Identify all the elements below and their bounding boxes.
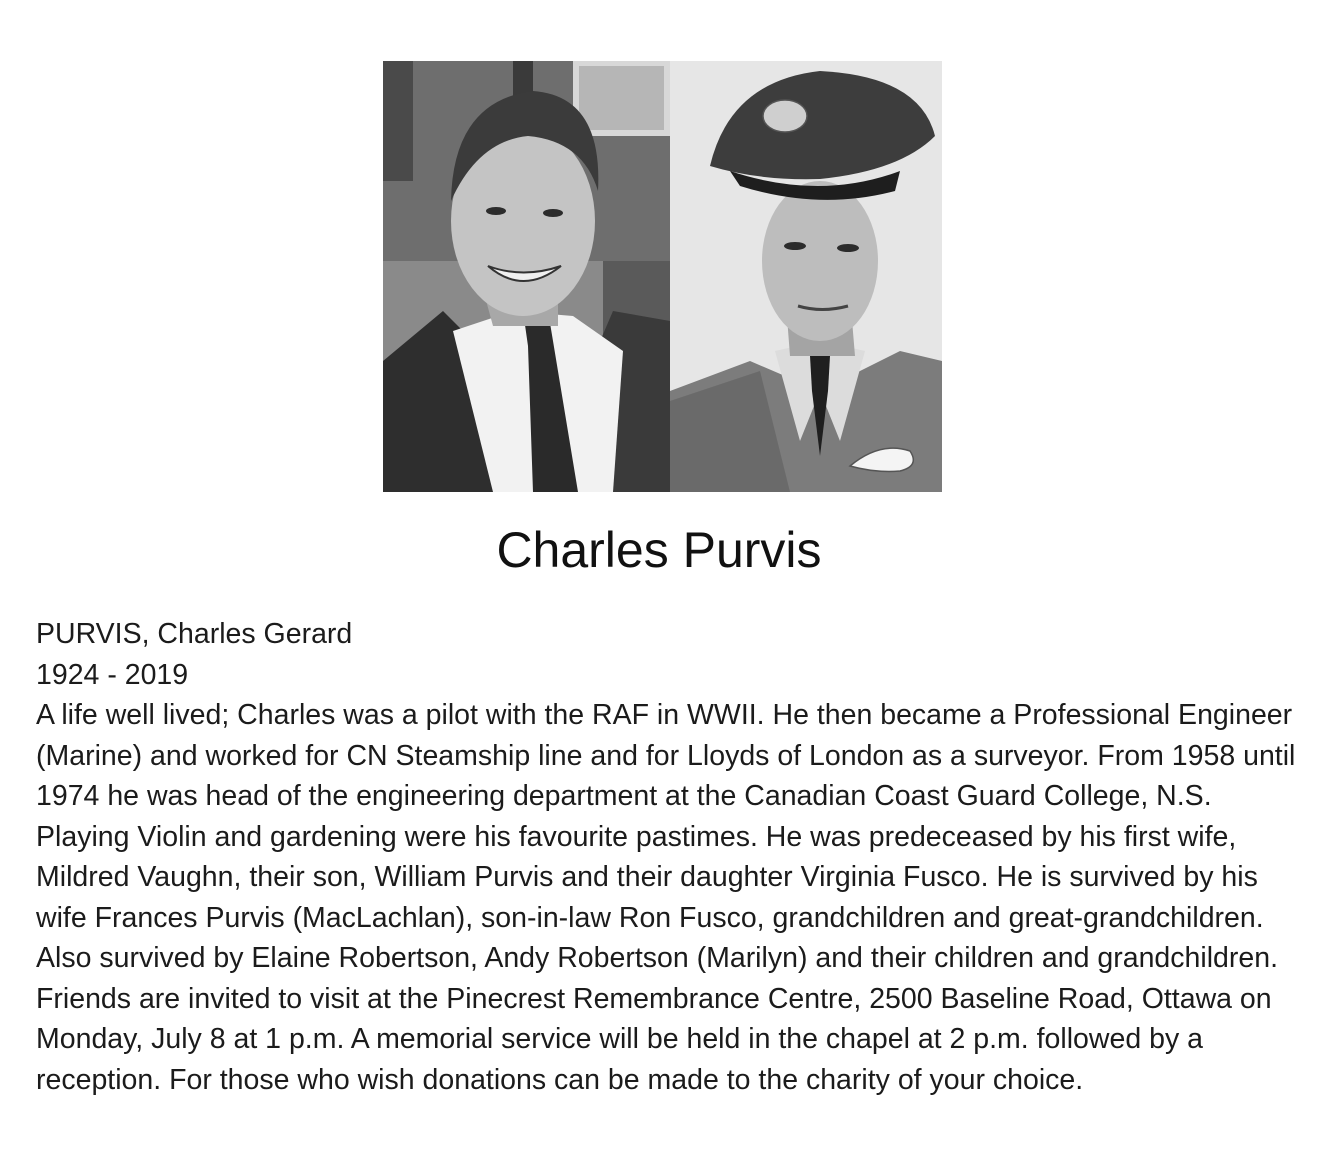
obituary-body: A life well lived; Charles was a pilot with the RAF in WWII. He then became a Professional Engineer (Marine) and worked for CN Steamship line and for Lloyds of London as a surveyor. From 1958 until 1974 he was head of the engineering department at the Canadian Coast Guard College, N.S. Playing Violin and gardening were his favourite pastimes. He was predeceased by his first wife, Mildred Vaughn, their son, William Purvis and their daughter Virginia Fusco. He is survived by his wife Frances Purvis (MacLachlan), son-in-law Ron Fusco, grandchildren and great-grandchildren. Also survived by Elaine Robertson, Andy Robertson (Marilyn) and their children and grandchildren. Friends are invited to visit at the Pinecrest Remembrance Centre, 2500 Baseline Road, Ottawa on Monday, July 8 at 1 p.m. A memorial service will be held in the chapel at 2 p.m. followed by a reception. For those who wish donations can be made to the charity of your choice. bbox=[36, 699, 1296, 1096]
page-title: Charles Purvis bbox=[496, 522, 822, 578]
raf-pilot-portrait-icon bbox=[670, 61, 942, 492]
obituary-text bbox=[36, 614, 1298, 1100]
obituary-name: PURVIS, Charles Gerard bbox=[36, 618, 353, 650]
elderly-man-photo bbox=[383, 61, 670, 492]
portrait-photos bbox=[383, 61, 942, 492]
elderly-man-portrait-icon bbox=[383, 61, 670, 492]
pilot-photo bbox=[670, 61, 942, 492]
obituary-dates: 1924 - 2019 bbox=[36, 658, 189, 691]
